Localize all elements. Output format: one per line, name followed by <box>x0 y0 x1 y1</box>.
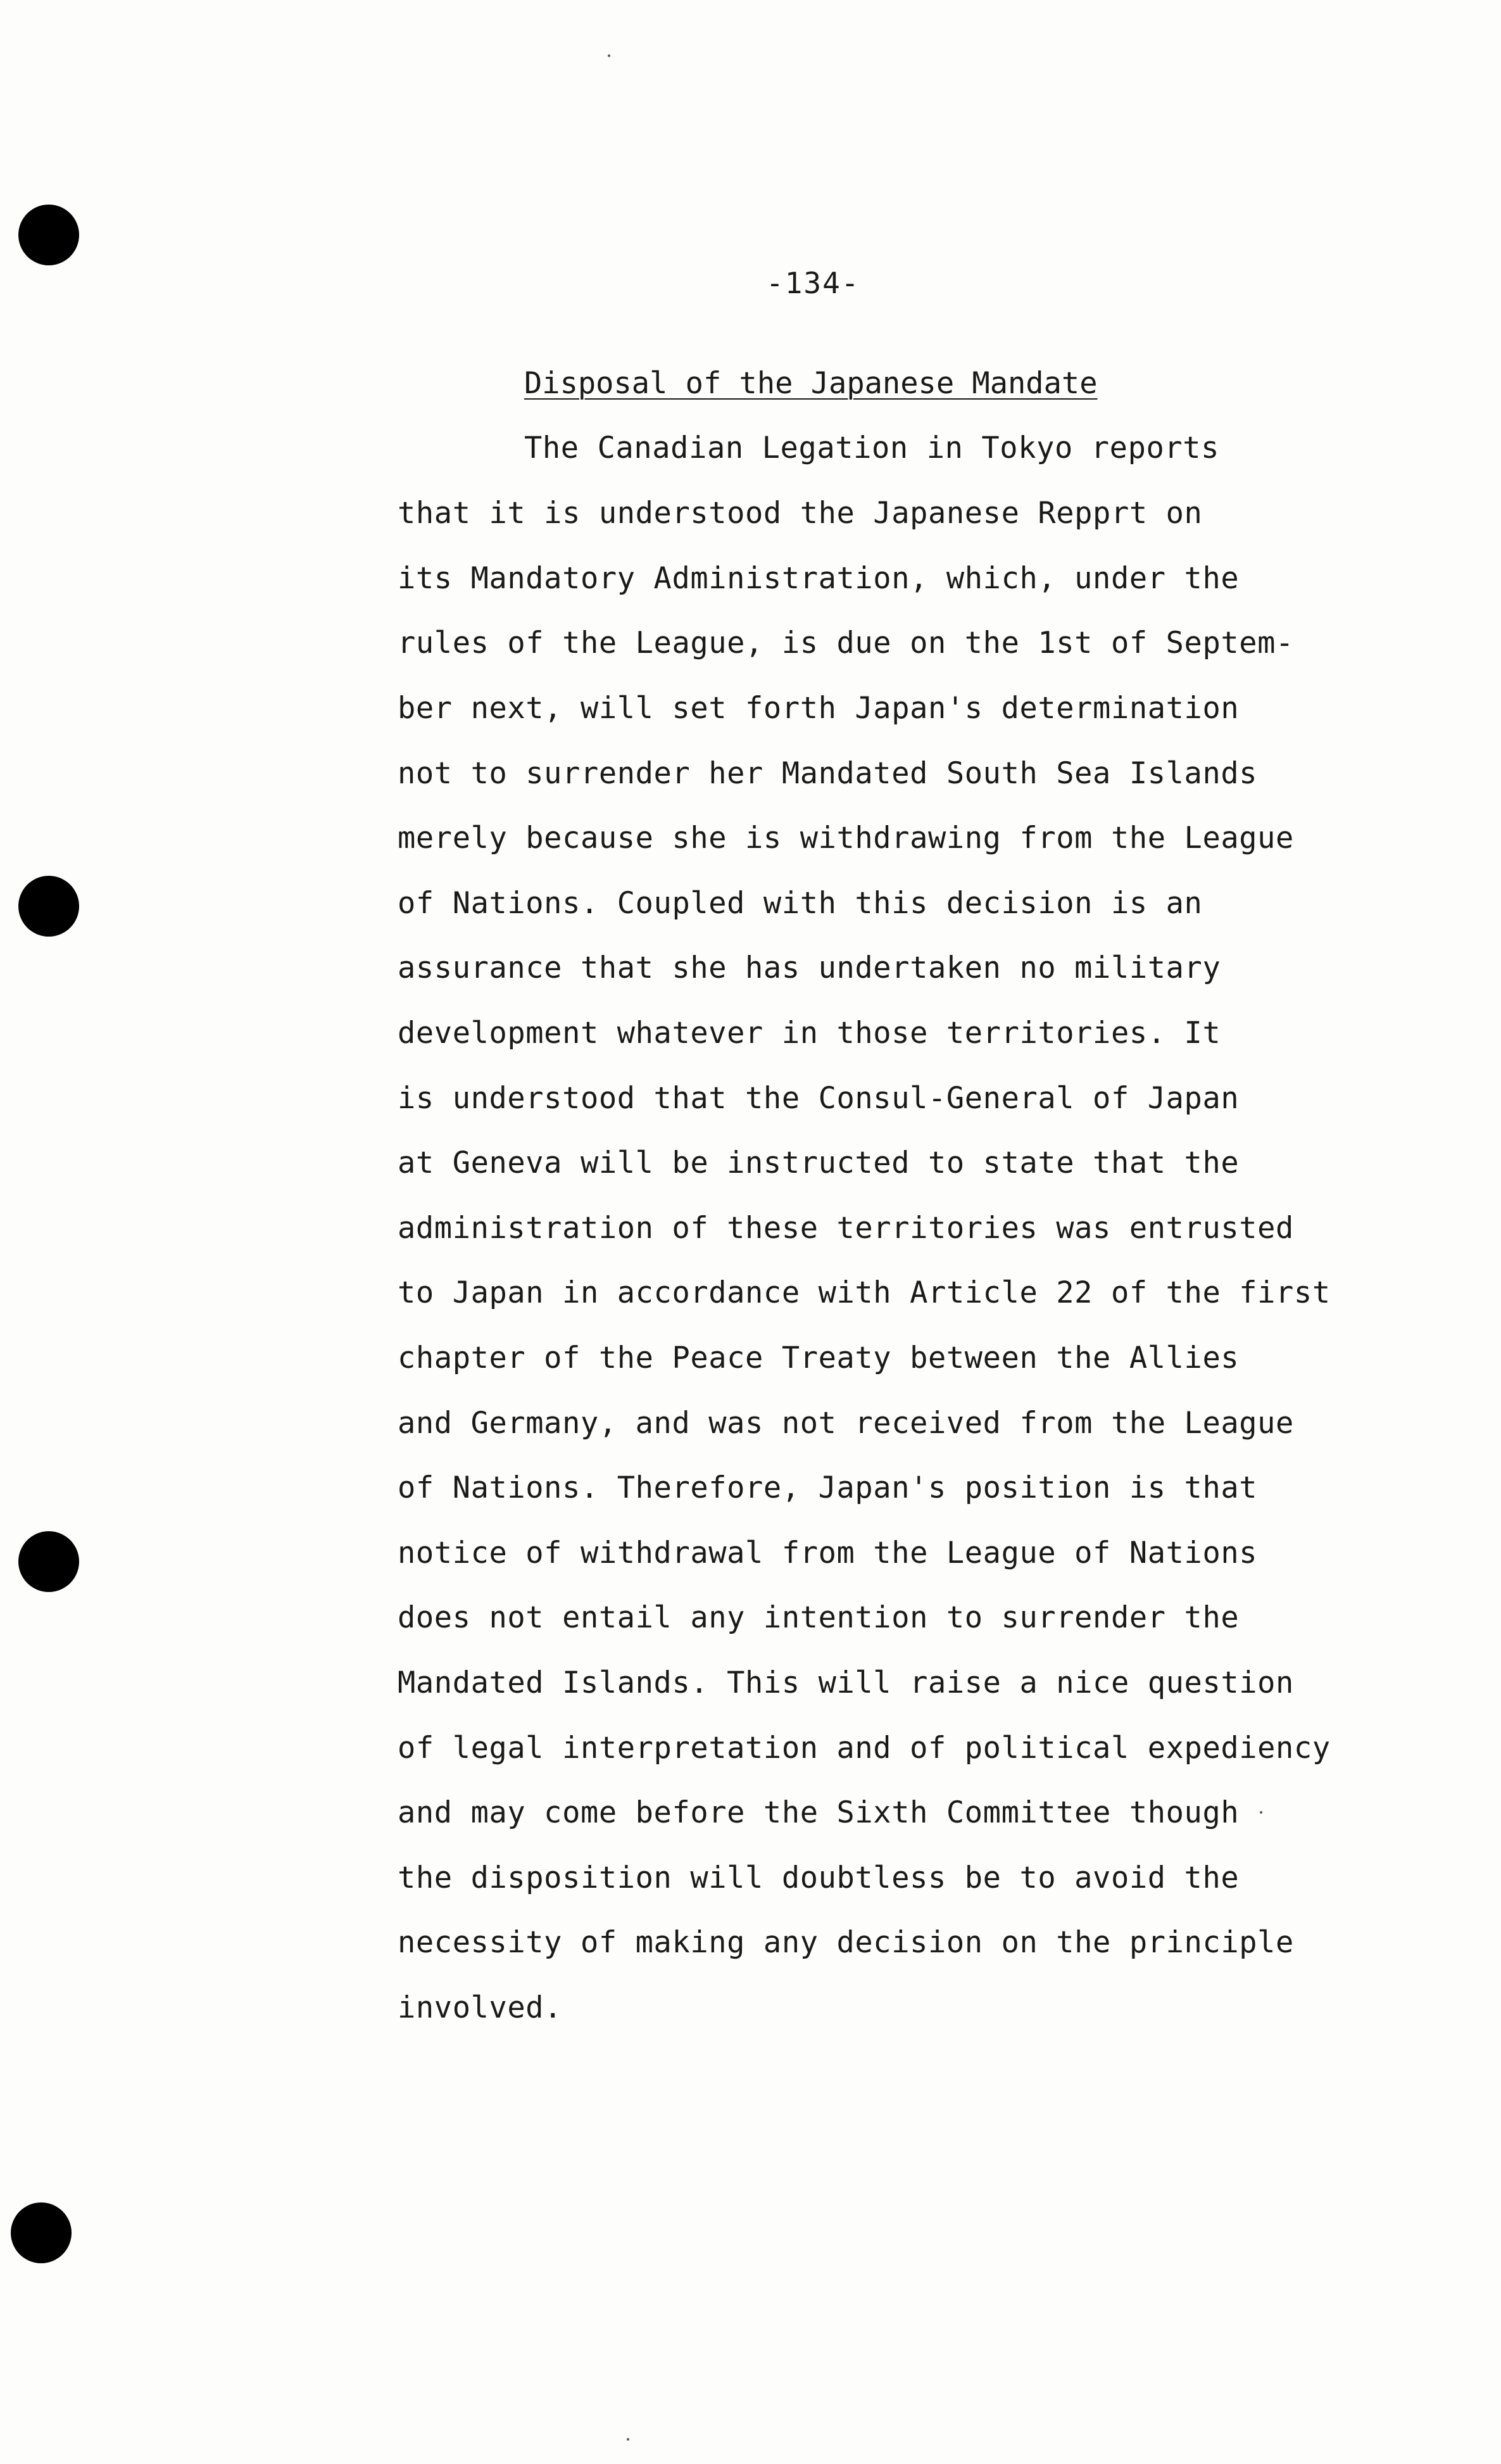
text-line: the disposition will doubtless be to avoid the <box>398 1861 1240 1895</box>
text-line: involved. <box>398 1990 563 2025</box>
text-line: chapter of the Peace Treaty between the Allies <box>398 1341 1240 1375</box>
text-line: development whatever in those territories. It <box>398 1016 1221 1051</box>
text-line: notice of withdrawal from the League of Nations <box>398 1536 1258 1570</box>
text-line: does not entail any intention to surrender the <box>398 1600 1240 1635</box>
text-line: ber next, will set forth Japan's determination <box>398 691 1240 726</box>
text-line: and Germany, and was not received from the League <box>398 1406 1294 1441</box>
text-line: of Nations. Therefore, Japan's position is that <box>398 1470 1258 1505</box>
text-line: merely because she is withdrawing from the League <box>398 821 1294 856</box>
text-line: its Mandatory Administration, which, under the <box>398 561 1240 596</box>
text-line: rules of the League, is due on the 1st of Septem- <box>398 626 1294 660</box>
text-line: The Canadian Legation in Tokyo reports <box>524 431 1220 465</box>
text-line: and may come before the Sixth Committee though <box>398 1795 1240 1830</box>
text-line: administration of these territories was entrusted <box>398 1211 1294 1246</box>
section-title: Disposal of the Japanese Mandate <box>524 366 1098 401</box>
text-line: not to surrender her Mandated South Sea Islands <box>398 756 1258 791</box>
text-line: that it is understood the Japanese Repprt on <box>398 496 1203 531</box>
text-line: of legal interpretation and of political expediency <box>398 1731 1331 1766</box>
text-line: at Geneva will be instructed to state that the <box>398 1146 1240 1180</box>
text-line: is understood that the Consul-General of Japan <box>398 1081 1240 1116</box>
text-line: assurance that she has undertaken no military <box>398 951 1221 985</box>
text-line: Mandated Islands. This will raise a nice question <box>398 1665 1294 1700</box>
page-number: -134- <box>766 266 860 300</box>
text-line: necessity of making any decision on the principle <box>398 1925 1294 1960</box>
text-line: of Nations. Coupled with this decision is an <box>398 886 1203 921</box>
text-line: to Japan in accordance with Article 22 of the first <box>398 1275 1331 1310</box>
